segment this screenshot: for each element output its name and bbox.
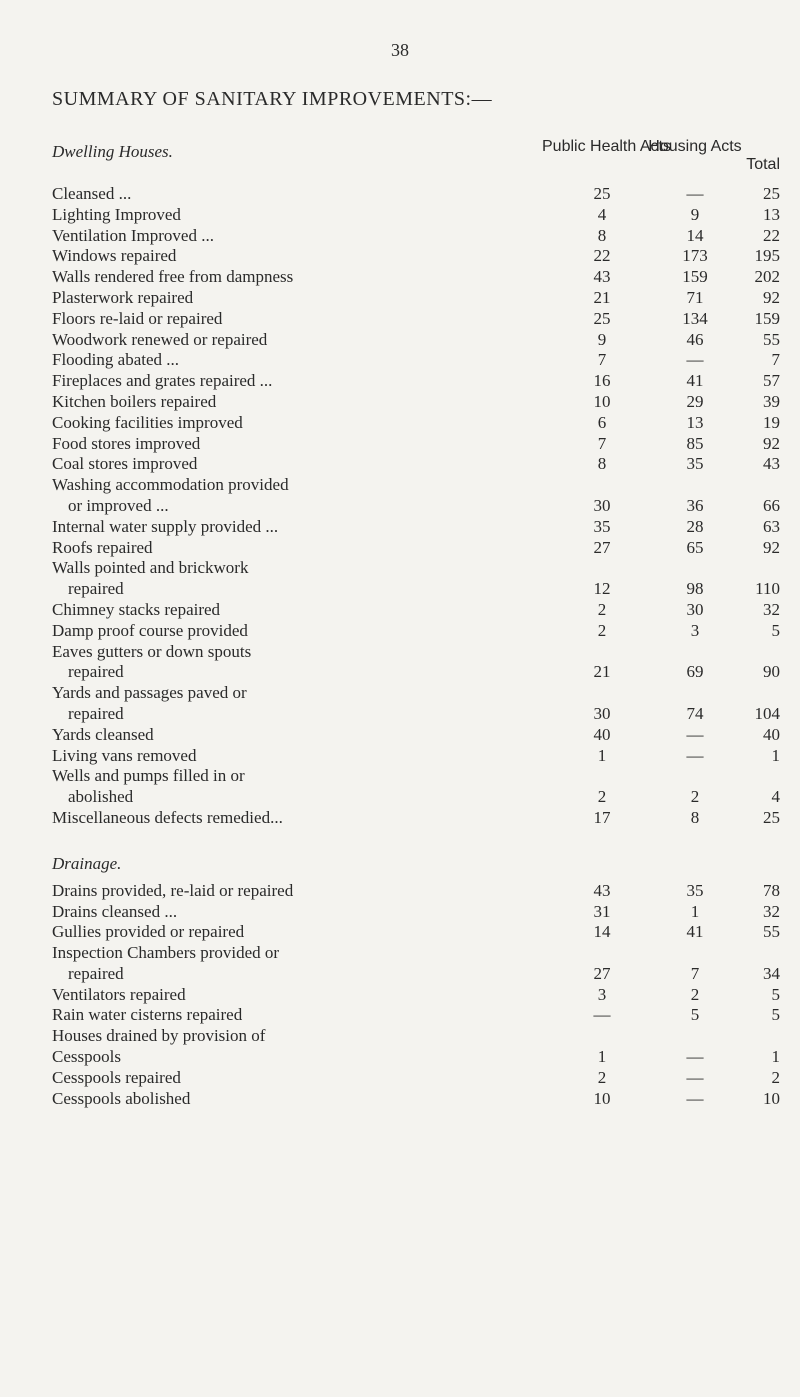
housing-value: 65 <box>686 537 704 557</box>
row-label: Lighting Improved <box>52 204 181 224</box>
row-label: Fireplaces and grates repaired ... <box>52 371 273 391</box>
row-label: or improved ... <box>68 495 169 515</box>
table-row <box>52 205 780 226</box>
housing-value: 69 <box>686 662 704 682</box>
table-row <box>52 330 780 351</box>
table-row <box>52 922 780 943</box>
total-value: 57 <box>763 371 780 391</box>
drainage-heading: Drainage. <box>52 853 122 873</box>
row-label: Walls rendered free from dampness <box>52 267 294 287</box>
table-row <box>52 787 780 808</box>
public-health-value: 7 <box>597 433 607 453</box>
total-value: 7 <box>771 350 780 370</box>
public-health-value: 40 <box>593 724 611 744</box>
row-label: Ventilators repaired <box>52 984 186 1004</box>
housing-value: 7 <box>690 963 700 983</box>
summary-table <box>52 138 780 1109</box>
row-label: Yards cleansed <box>52 724 154 744</box>
housing-value: 173 <box>682 246 708 266</box>
page-number: 38 <box>391 40 409 60</box>
public-health-value: 2 <box>597 620 607 640</box>
row-label: Living vans removed <box>52 745 197 765</box>
housing-value: 3 <box>690 620 700 640</box>
public-health-value: 8 <box>597 454 607 474</box>
table-row <box>52 683 780 704</box>
table-row <box>52 413 780 434</box>
housing-value: 41 <box>686 371 704 391</box>
public-health-value: 25 <box>593 184 611 203</box>
total-value: 110 <box>755 579 780 599</box>
public-health-value: 21 <box>593 662 611 682</box>
total-value: 22 <box>763 225 780 245</box>
total-value: 19 <box>763 412 780 432</box>
row-label: Miscellaneous defects remedied... <box>52 807 283 827</box>
drainage-section <box>52 881 780 1110</box>
total-value: 63 <box>763 516 780 536</box>
row-label: Inspection Chambers provided or <box>52 943 280 963</box>
page-title: SUMMARY OF SANITARY IMPROVEMENTS:— <box>52 88 493 110</box>
dwelling-section <box>52 184 780 829</box>
public-health-value: 16 <box>593 371 611 391</box>
table-row <box>52 267 780 288</box>
housing-value: — <box>686 350 704 370</box>
table-row <box>52 1089 780 1110</box>
total-value: 32 <box>763 599 780 619</box>
public-health-value: 2 <box>597 787 607 807</box>
total-value: 92 <box>763 287 780 307</box>
total-value: 40 <box>763 724 780 744</box>
table-row <box>52 902 780 923</box>
housing-value: 159 <box>682 267 708 287</box>
public-health-value: 1 <box>597 745 607 765</box>
table-row <box>52 808 780 829</box>
table-row <box>52 985 780 1006</box>
table-row <box>52 621 780 642</box>
public-health-value: 25 <box>593 308 611 328</box>
total-value: 1 <box>771 745 780 765</box>
total-value: 104 <box>754 703 780 723</box>
total-value: 5 <box>771 620 780 640</box>
table-row <box>52 704 780 725</box>
housing-value: 35 <box>686 454 704 474</box>
table-row <box>52 226 780 247</box>
table-row <box>52 662 780 683</box>
total-value: 39 <box>763 391 780 411</box>
row-label: Coal stores improved <box>52 454 198 474</box>
public-health-value: 10 <box>593 1088 611 1108</box>
housing-value: 85 <box>686 433 704 453</box>
row-label: Cooking facilities improved <box>52 412 243 432</box>
housing-value: 74 <box>686 703 704 723</box>
public-health-value: 9 <box>597 329 607 349</box>
housing-value: 14 <box>686 225 704 245</box>
row-label: Cleansed ... <box>52 184 132 203</box>
housing-value: — <box>686 724 704 744</box>
table-row <box>52 517 780 538</box>
total-value: 1 <box>771 1047 780 1067</box>
row-label: Yards and passages paved or <box>52 683 247 703</box>
housing-value: 2 <box>690 787 700 807</box>
total-value: 66 <box>763 495 780 515</box>
row-label: Kitchen boilers repaired <box>52 391 217 411</box>
row-label: Washing accommodation provided <box>52 475 289 495</box>
total-value: 202 <box>754 267 780 287</box>
public-health-value: 10 <box>593 391 611 411</box>
row-label: Drains provided, re-laid or repaired <box>52 880 294 900</box>
public-health-value: 8 <box>597 225 607 245</box>
housing-value: 30 <box>686 599 704 619</box>
table-header <box>52 138 780 184</box>
row-label: Damp proof course provided <box>52 620 248 640</box>
row-label: Drains cleansed ... <box>52 901 178 921</box>
public-health-value: — <box>593 1005 611 1025</box>
total-value: 32 <box>763 901 780 921</box>
total-value: 43 <box>763 454 780 474</box>
row-label: Cesspools <box>52 1047 121 1067</box>
housing-value: 98 <box>686 579 704 599</box>
housing-value: 13 <box>686 412 704 432</box>
row-label: Ventilation Improved ... <box>52 225 214 245</box>
housing-value: 134 <box>682 308 708 328</box>
total-value: 2 <box>771 1067 780 1087</box>
total-value: 92 <box>763 433 780 453</box>
total-value: 55 <box>763 922 780 942</box>
public-health-value: 43 <box>593 880 611 900</box>
housing-value: 9 <box>690 204 700 224</box>
housing-value: 35 <box>686 880 704 900</box>
table-row <box>52 1068 780 1089</box>
housing-value: 8 <box>690 807 700 827</box>
housing-value: 41 <box>686 922 704 942</box>
row-label: abolished <box>68 787 134 807</box>
housing-value: — <box>686 1047 704 1067</box>
row-label: Chimney stacks repaired <box>52 599 221 619</box>
public-health-value: 30 <box>593 495 611 515</box>
public-health-value: 1 <box>597 1047 607 1067</box>
total-value: 13 <box>763 204 780 224</box>
table-row <box>52 579 780 600</box>
public-health-value: 17 <box>593 807 611 827</box>
row-label: repaired <box>68 662 124 682</box>
row-label: Roofs repaired <box>52 537 153 557</box>
table-row <box>52 964 780 985</box>
table-row <box>52 600 780 621</box>
total-value: 34 <box>763 963 780 983</box>
table-row <box>52 943 780 964</box>
row-label: Windows repaired <box>52 246 177 266</box>
table-row <box>52 434 780 455</box>
table-row <box>52 246 780 267</box>
row-label: Internal water supply provided ... <box>52 516 279 536</box>
housing-value: 1 <box>690 901 700 921</box>
table-row <box>52 496 780 517</box>
row-label: Plasterwork repaired <box>52 287 194 307</box>
category-header: Dwelling Houses. <box>52 142 173 161</box>
table-row <box>52 392 780 413</box>
housing-value: 71 <box>686 287 704 307</box>
table-row <box>52 538 780 559</box>
drainage-heading-row <box>52 829 780 881</box>
housing-value: 46 <box>686 329 704 349</box>
total-value: 25 <box>763 184 780 203</box>
row-label: Cesspools abolished <box>52 1088 191 1108</box>
public-health-value: 35 <box>593 516 611 536</box>
public-health-value: 3 <box>597 984 607 1004</box>
public-health-value: 2 <box>597 599 607 619</box>
table-row <box>52 371 780 392</box>
row-label: Cesspools repaired <box>52 1067 181 1087</box>
table-row <box>52 746 780 767</box>
table-row <box>52 881 780 902</box>
total-value: 90 <box>763 662 780 682</box>
housing-value: — <box>686 1067 704 1087</box>
housing-value: 2 <box>690 984 700 1004</box>
housing-value: 36 <box>686 495 704 515</box>
table-row <box>52 558 780 579</box>
public-health-value: 12 <box>593 579 611 599</box>
total-value: 92 <box>763 537 780 557</box>
table-row <box>52 642 780 663</box>
public-health-value: 14 <box>593 922 611 942</box>
table-row <box>52 475 780 496</box>
row-label: Walls pointed and brickwork <box>52 558 249 578</box>
table-row <box>52 1026 780 1047</box>
housing-value: 29 <box>686 391 704 411</box>
total-value: 5 <box>771 1005 780 1025</box>
row-label: repaired <box>68 703 124 723</box>
table-row <box>52 184 780 205</box>
total-value: 25 <box>763 807 780 827</box>
table-row <box>52 309 780 330</box>
public-health-value: 31 <box>593 901 611 921</box>
table-row <box>52 1047 780 1068</box>
row-label: Wells and pumps filled in or <box>52 766 245 786</box>
public-health-value: 43 <box>593 267 611 287</box>
row-label: Houses drained by provision of <box>52 1026 266 1046</box>
public-health-header: Public Health Acts <box>542 138 671 155</box>
public-health-value: 27 <box>593 537 611 557</box>
row-label: Woodwork renewed or repaired <box>52 329 268 349</box>
total-value: 4 <box>771 787 780 807</box>
public-health-value: 21 <box>593 287 611 307</box>
public-health-value: 4 <box>597 204 607 224</box>
row-label: repaired <box>68 963 124 983</box>
public-health-value: 6 <box>597 412 607 432</box>
housing-value: 28 <box>686 516 704 536</box>
row-label: Rain water cisterns repaired <box>52 1005 243 1025</box>
housing-value: 5 <box>690 1005 700 1025</box>
table-row <box>52 725 780 746</box>
housing-header: Housing Acts <box>648 138 742 155</box>
row-label: Flooding abated ... <box>52 350 180 370</box>
table-row <box>52 766 780 787</box>
total-value: 195 <box>754 246 780 266</box>
total-value: 5 <box>771 984 780 1004</box>
table-row <box>52 1005 780 1026</box>
total-header: Total <box>746 156 780 173</box>
total-value: 10 <box>763 1088 780 1108</box>
row-label: repaired <box>68 579 124 599</box>
housing-value: — <box>686 184 704 203</box>
public-health-value: 7 <box>597 350 607 370</box>
table-row <box>52 454 780 475</box>
row-label: Gullies provided or repaired <box>52 922 245 942</box>
housing-value: — <box>686 745 704 765</box>
row-label: Eaves gutters or down spouts <box>52 641 252 661</box>
total-value: 159 <box>754 308 780 328</box>
table-row <box>52 288 780 309</box>
housing-value: — <box>686 1088 704 1108</box>
row-label: Food stores improved <box>52 433 201 453</box>
row-label: Floors re-laid or repaired <box>52 308 223 328</box>
total-value: 55 <box>763 329 780 349</box>
public-health-value: 22 <box>593 246 611 266</box>
public-health-value: 30 <box>593 703 611 723</box>
public-health-value: 2 <box>597 1067 607 1087</box>
total-value: 78 <box>763 880 780 900</box>
public-health-value: 27 <box>593 963 611 983</box>
table-row <box>52 350 780 371</box>
